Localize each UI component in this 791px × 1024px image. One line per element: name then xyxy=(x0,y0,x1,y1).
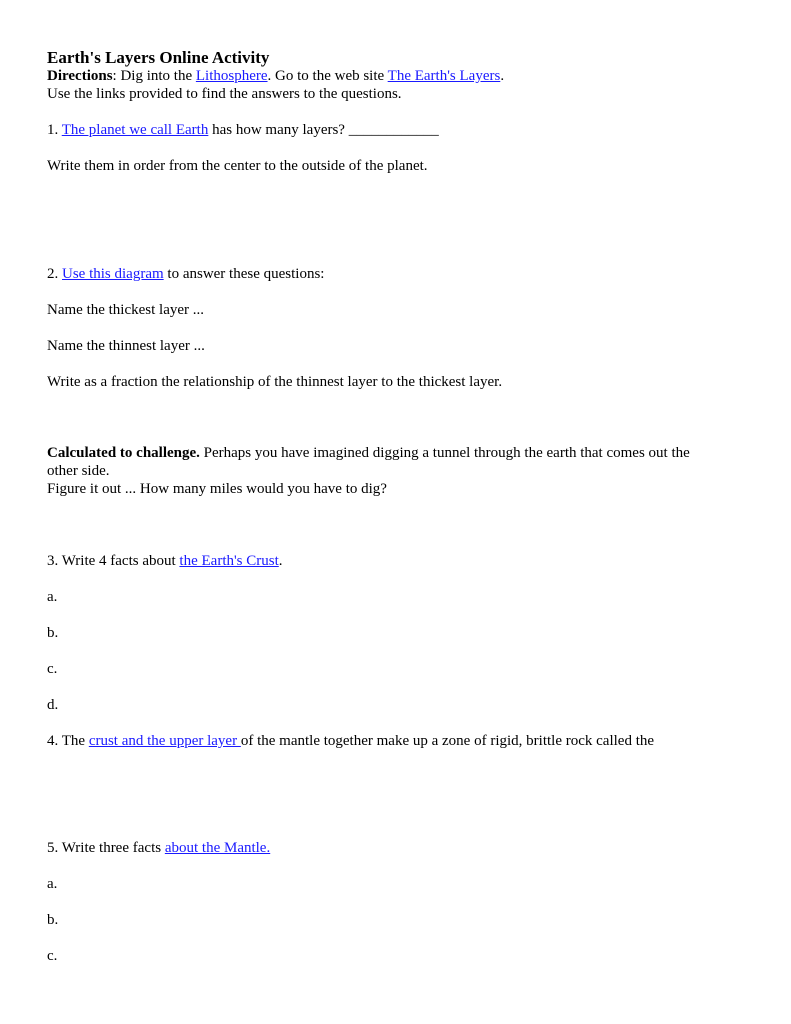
q3-item-a: a. xyxy=(47,589,58,605)
mantle-link[interactable]: about the Mantle. xyxy=(164,840,271,856)
directions-line xyxy=(47,67,747,85)
earths-crust-link[interactable]: the Earth's Crust xyxy=(179,553,279,569)
question-5 xyxy=(47,839,747,857)
page-title: Earth's Layers Online Activity xyxy=(47,48,270,67)
q1-number: 1. xyxy=(47,122,62,138)
q3-text: 3. Write 4 facts about xyxy=(47,553,180,569)
q3-item-b: b. xyxy=(47,625,59,641)
q2-text: to answer these questions: xyxy=(163,266,325,282)
q3-end: . xyxy=(278,553,283,569)
q2-number: 2. xyxy=(47,266,62,282)
q2-thinnest: Name the thinnest layer ... xyxy=(47,338,205,354)
q4-number: 4. The xyxy=(47,733,89,749)
challenge-text: Perhaps you have imagined digging a tunnel through the earth that comes out the other side. xyxy=(47,445,690,479)
lithosphere-link[interactable]: Lithosphere xyxy=(195,68,268,84)
q3-item-c: c. xyxy=(47,661,58,677)
directions-text-3: . xyxy=(500,68,505,84)
challenge-label: Calculated to challenge. xyxy=(47,445,200,461)
q5-item-c: c. xyxy=(47,948,58,964)
q5-item-a: a. xyxy=(47,876,58,892)
q2-fraction: Write as a fraction the relationship of the thinnest layer to the thickest layer. xyxy=(47,374,503,390)
directions-text-2: . Go to the web site xyxy=(267,68,388,84)
diagram-link[interactable]: Use this diagram xyxy=(62,266,164,282)
question-3 xyxy=(47,552,747,570)
challenge-question: Figure it out ... How many miles would you have to dig? xyxy=(47,481,387,497)
directions-label: Directions xyxy=(47,68,113,84)
q1-followup: Write them in order from the center to the outside of the planet. xyxy=(47,158,428,174)
q1-text: has how many layers? ____________ xyxy=(208,122,439,138)
question-2 xyxy=(47,265,747,283)
q3-item-d: d. xyxy=(47,697,59,713)
q4-text: of the mantle together make up a zone of rigid, brittle rock called the xyxy=(240,733,655,749)
question-1 xyxy=(47,121,747,139)
q2-thickest: Name the thickest layer ... xyxy=(47,302,205,318)
planet-earth-link[interactable]: The planet we call Earth xyxy=(61,122,209,138)
instructions-line: Use the links provided to find the answers to the questions. xyxy=(47,86,402,102)
challenge-paragraph xyxy=(47,444,717,480)
question-4 xyxy=(47,732,747,750)
earths-layers-link[interactable]: The Earth's Layers xyxy=(387,68,501,84)
directions-text-1: : Dig into the xyxy=(112,68,196,84)
q5-text: 5. Write three facts xyxy=(47,840,165,856)
crust-upper-layer-link[interactable]: crust and the upper layer xyxy=(88,733,241,749)
q5-item-b: b. xyxy=(47,912,59,928)
